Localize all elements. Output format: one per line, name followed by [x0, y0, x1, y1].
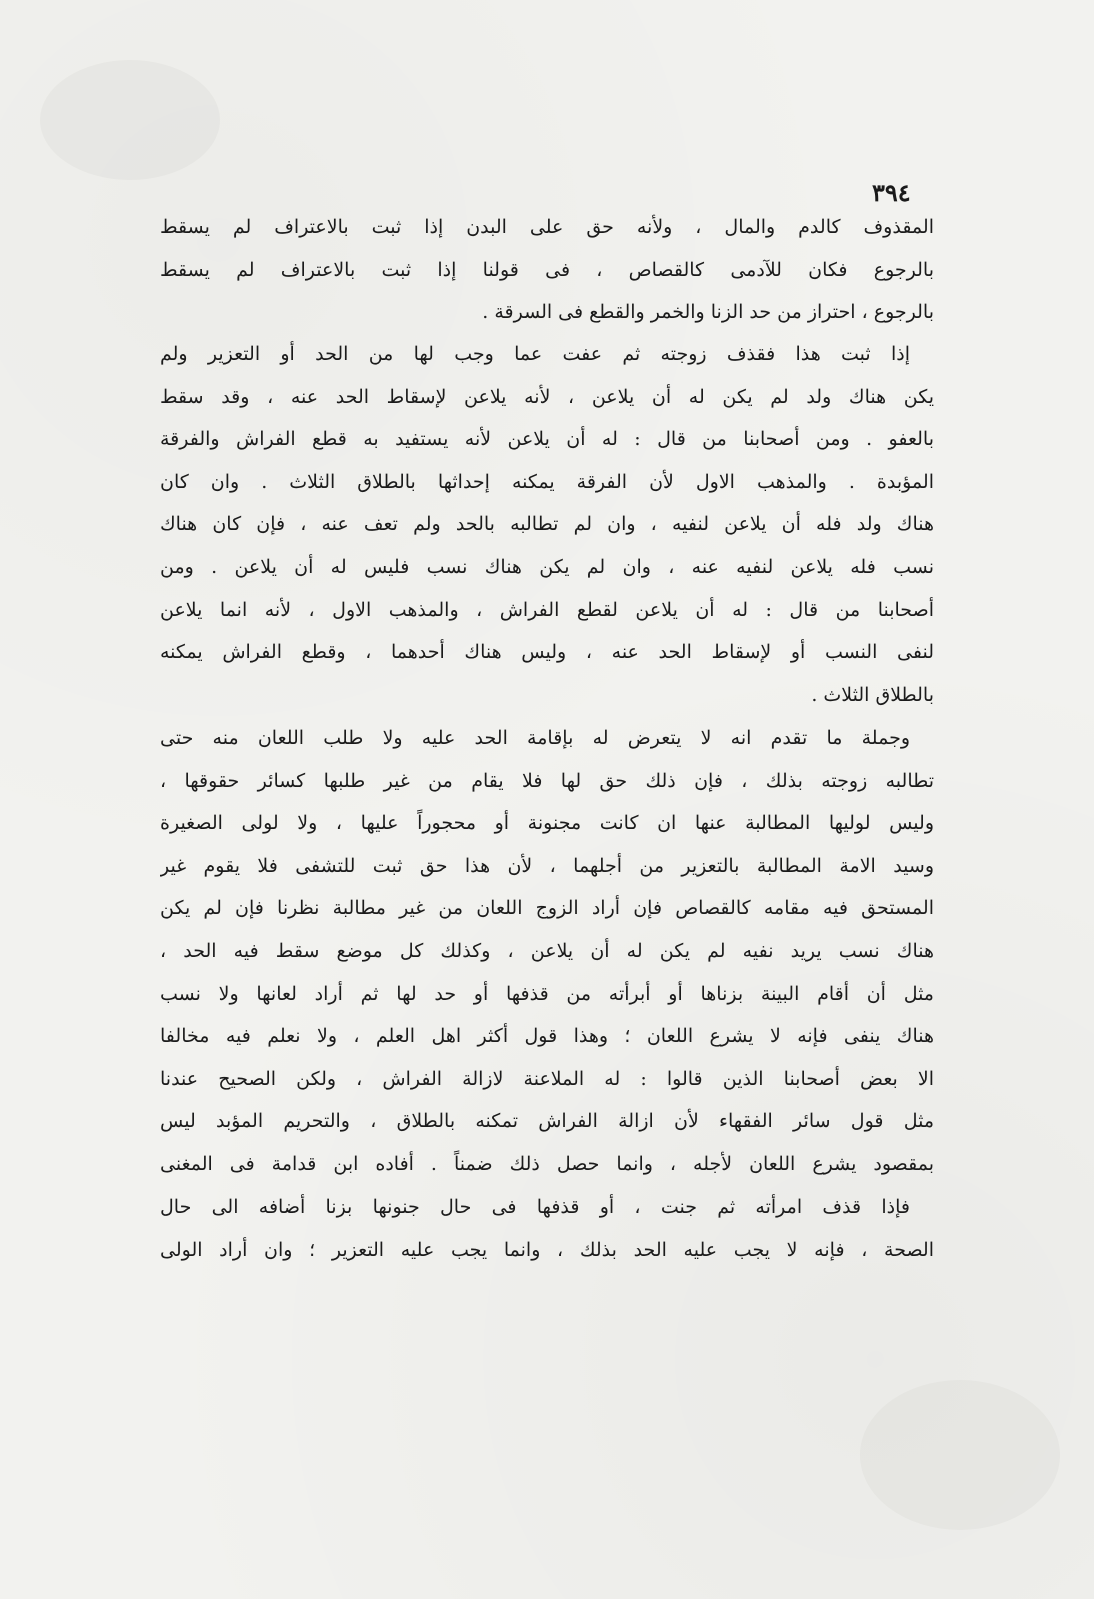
text-line: المؤبدة . والمذهب الاول لأن الفرقة يمكنه إحداثها بالطلاق الثلاث . وان كان [160, 470, 934, 493]
paragraph [160, 1186, 934, 1271]
paragraph [160, 333, 934, 716]
text-line: بمقصود يشرع اللعان لأجله ، وانما حصل ذلك ضمناً . أفاده ابن قدامة فى المغنى [160, 1152, 934, 1175]
text-line: وليس لوليها المطالبة عنها ان كانت مجنونة أو محجوراً عليها ، ولا لولى الصغيرة [160, 812, 934, 835]
text-line: فإذا قذف امرأته ثم جنت ، أو قذفها فى حال جنونها بزنا أضافه الى حال [160, 1196, 910, 1218]
text-line: يكن هناك ولد لم يكن له أن يلاعن ، لأنه يلاعن لإسقاط الحد عنه ، وقد سقط [160, 385, 934, 408]
text-line: هناك ينفى فإنه لا يشرع اللعان ؛ وهذا قول أكثر اهل العلم ، ولا نعلم فيه مخالفا [160, 1025, 934, 1048]
text-line: أصحابنا من قال : له أن يلاعن لقطع الفراش ، والمذهب الاول ، لأنه انما يلاعن [160, 598, 934, 621]
text-line: إذا ثبت هذا فقذف زوجته ثم عفت عما وجب لها من الحد أو التعزير ولم [160, 343, 910, 365]
text-line: هناك ولد فله أن يلاعن لنفيه ، وان لم تطالبه بالحد ولم تعف عنه ، فإن كان هناك [160, 513, 934, 536]
text-line: تطالبه زوجته بذلك ، فإن ذلك حق لها فلا يقام من غير طلبها كسائر حقوقها ، [160, 769, 934, 792]
text-line: مثل أن أقام البينة بزناها أو أبرأته من قذفها أو حد لها ثم أراد لعانها ولا نسب [160, 982, 934, 1005]
text-line: المقذوف كالدم والمال ، ولأنه حق على البدن إذا ثبت بالاعتراف لم يسقط [160, 216, 934, 238]
text-line: مثل قول سائر الفقهاء لأن ازالة الفراش تمكنه بالطلاق ، والتحريم المؤبد ليس [160, 1110, 934, 1133]
text-line: بالرجوع ، احتراز من حد الزنا والخمر والقطع فى السرقة . [482, 301, 934, 324]
text-line: بالرجوع فكان للآدمى كالقصاص ، فى قولنا إذا ثبت بالاعتراف لم يسقط [160, 258, 934, 281]
text-line: بالعفو . ومن أصحابنا من قال : له أن يلاعن لأنه يستفيد به قطع الفراش والفرقة [160, 428, 934, 451]
text-line: الا بعض أصحابنا الذين قالوا : له الملاعنة لازالة الفراش ، ولكن الصحيح عندنا [160, 1067, 934, 1090]
paper-stain [860, 1380, 1060, 1530]
text-line: بالطلاق الثلاث . [811, 683, 934, 706]
page-number: ٣٩٤ [872, 178, 911, 207]
paragraph [160, 206, 934, 334]
paper-stain [40, 60, 220, 180]
text-line: هناك نسب يريد نفيه لم يكن له أن يلاعن ، وكذلك كل موضع سقط فيه الحد ، [160, 939, 934, 962]
text-line: وسيد الامة المطالبة بالتعزير من أجلهما ، لأن هذا حق ثبت للتشفى فلا يقوم غير [160, 854, 934, 877]
paragraph [160, 717, 934, 1186]
text-line: الصحة ، فإنه لا يجب عليه الحد بذلك ، وانما يجب عليه التعزير ؛ وان أراد الولى [160, 1238, 934, 1261]
text-line: وجملة ما تقدم انه لا يتعرض له بإقامة الحد عليه ولا طلب اللعان منه حتى [160, 727, 910, 749]
text-line: لنفى النسب أو لإسقاط الحد عنه ، وليس هناك أحدهما ، وقطع الفراش يمكنه [160, 641, 934, 664]
text-line: نسب فله يلاعن لنفيه عنه ، وان لم يكن هناك نسب فليس له أن يلاعن . ومن [160, 555, 934, 578]
text-line: المستحق فيه مقامه كالقصاص فإن أراد الزوج اللعان من غير مطالبة نظرنا فإن لم يكن [160, 897, 934, 920]
